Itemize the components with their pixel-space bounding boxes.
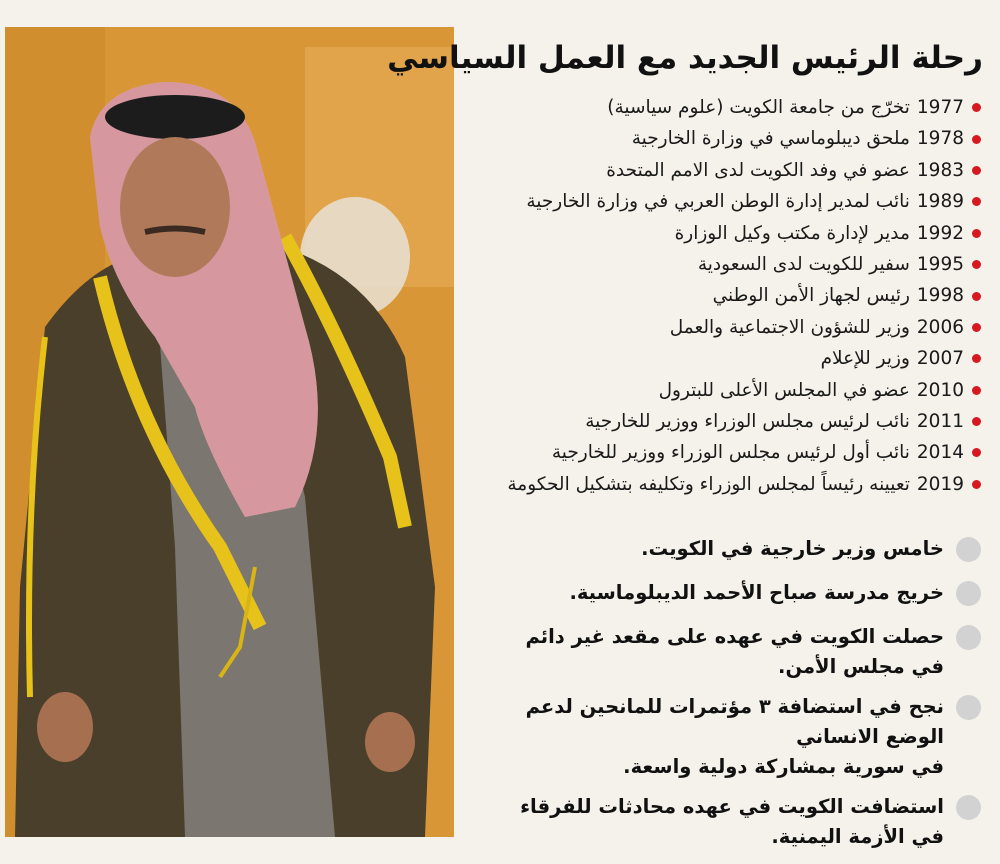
- timeline-item: [461, 312, 981, 343]
- red-bullet-icon: [972, 135, 981, 144]
- fact-line: في سورية بمشاركة دولية واسعة.: [623, 755, 944, 778]
- timeline-year: 1998: [916, 285, 964, 307]
- timeline-year: 2014: [916, 442, 964, 464]
- timeline-item: [461, 186, 981, 217]
- fact-item: [461, 692, 981, 782]
- red-bullet-icon: [972, 260, 981, 269]
- fact-text: [461, 692, 944, 782]
- timeline-text: نائب لرئيس مجلس الوزراء ووزير للخارجية: [585, 410, 910, 432]
- portrait-photo: [5, 27, 454, 837]
- timeline-year: 2010: [916, 379, 964, 401]
- red-bullet-icon: [972, 103, 981, 112]
- red-bullet-icon: [972, 448, 981, 457]
- fact-line: خامس وزير خارجية في الكويت.: [641, 537, 944, 560]
- page-title: رحلة الرئيس الجديد مع العمل السياسي: [387, 40, 983, 76]
- fact-item: [461, 792, 981, 852]
- timeline-year: 1978: [916, 128, 964, 150]
- timeline-item: [461, 375, 981, 406]
- red-bullet-icon: [972, 166, 981, 175]
- fact-item: [461, 622, 981, 682]
- timeline-year: 1989: [916, 191, 964, 213]
- timeline-text: تخرّج من جامعة الكويت (علوم سياسية): [607, 97, 910, 118]
- timeline-item: [461, 437, 981, 468]
- facts-list: [461, 534, 981, 852]
- timeline-year: 1977: [916, 97, 964, 118]
- fact-text: [526, 622, 945, 682]
- career-timeline: [461, 92, 981, 500]
- red-bullet-icon: [972, 386, 981, 395]
- grey-bullet-icon: [956, 625, 981, 650]
- timeline-year: 2007: [916, 348, 964, 370]
- grey-bullet-icon: [956, 581, 981, 606]
- grey-bullet-icon: [956, 537, 981, 562]
- red-bullet-icon: [972, 197, 981, 206]
- fact-line: حصلت الكويت في عهده على مقعد غير دائم: [525, 625, 944, 648]
- timeline-text: تعيينه رئيساً لمجلس الوزراء وتكليفه بتشكيل الحكومة: [507, 473, 910, 495]
- timeline-item: [461, 406, 981, 437]
- timeline-text: سفير للكويت لدى السعودية: [697, 253, 910, 275]
- red-bullet-icon: [972, 354, 981, 363]
- timeline-text: نائب أول لرئيس مجلس الوزراء ووزير للخارجية: [551, 442, 910, 464]
- timeline-text: وزير للشؤون الاجتماعية والعمل: [669, 316, 910, 338]
- grey-bullet-icon: [956, 695, 981, 720]
- timeline-text: رئيس لجهاز الأمن الوطني: [712, 285, 910, 307]
- timeline-item: [461, 343, 981, 374]
- timeline-text: مدير لإدارة مكتب وكيل الوزارة: [674, 222, 910, 244]
- fact-item: [461, 578, 981, 608]
- timeline-year: 1992: [916, 222, 964, 244]
- fact-text: [520, 792, 944, 852]
- timeline-year: 2006: [916, 316, 964, 338]
- fact-line: في الأزمة اليمنية.: [771, 825, 944, 848]
- text-column: [387, 0, 995, 864]
- fact-text: [569, 578, 944, 608]
- fact-line: في مجلس الأمن.: [778, 655, 944, 678]
- fact-text: [641, 534, 944, 564]
- fact-line: نجح في استضافة ٣ مؤتمرات للمانحين لدعم الوضع الانساني: [525, 695, 944, 748]
- timeline-text: نائب لمدير إدارة الوطن العربي في وزارة الخارجية: [526, 191, 910, 213]
- timeline-text: وزير للإعلام: [820, 348, 910, 370]
- timeline-text: عضو في وفد الكويت لدى الامم المتحدة: [606, 159, 910, 181]
- red-bullet-icon: [972, 480, 981, 489]
- red-bullet-icon: [972, 229, 981, 238]
- grey-bullet-icon: [956, 795, 981, 820]
- timeline-item: [461, 469, 981, 500]
- red-bullet-icon: [972, 292, 981, 301]
- timeline-text: ملحق ديبلوماسي في وزارة الخارجية: [631, 128, 910, 150]
- timeline-item: [461, 249, 981, 280]
- portrait-illustration: [5, 27, 454, 837]
- timeline-text: عضو في المجلس الأعلى للبترول: [658, 379, 910, 401]
- fact-item: [461, 534, 981, 564]
- timeline-item: [461, 123, 981, 154]
- timeline-year: 2011: [916, 410, 964, 432]
- timeline-item: [461, 92, 981, 123]
- timeline-item: [461, 218, 981, 249]
- timeline-year: 1995: [916, 253, 964, 275]
- fact-line: استضافت الكويت في عهده محادثات للفرقاء: [520, 795, 944, 818]
- fact-line: خريج مدرسة صباح الأحمد الديبلوماسية.: [569, 581, 944, 604]
- timeline-year: 2019: [916, 473, 964, 495]
- red-bullet-icon: [972, 323, 981, 332]
- red-bullet-icon: [972, 417, 981, 426]
- timeline-year: 1983: [916, 159, 964, 181]
- timeline-item: [461, 155, 981, 186]
- timeline-item: [461, 280, 981, 311]
